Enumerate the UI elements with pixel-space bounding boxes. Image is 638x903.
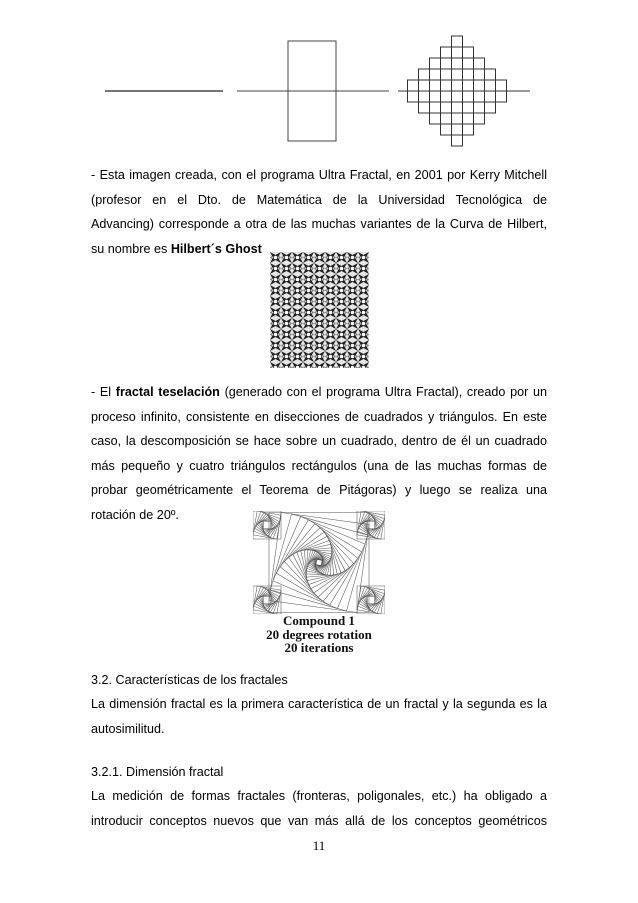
text-line: La medición de formas fractales (fronteras, poligonales, etc.) ha obligado a [91, 789, 547, 803]
paragraph-section-3-2-1 [91, 784, 547, 833]
text-line: probar geométricamente el Teorema de Pitágoras) y luego se realiza una [91, 483, 547, 497]
bold-term-fractal-teselacion: fractal teselación [115, 385, 220, 399]
text-line: autosimilitud. [91, 721, 165, 736]
text-line: - Esta imagen creada, con el programa Ultra Fractal, en 2001 por Kerry Mitchell [91, 168, 547, 182]
caption-line: 20 degrees rotation [266, 626, 372, 642]
subsection-heading: 3.2.1. Dimensión fractal [91, 765, 224, 779]
text-span: (generado con el programa Ultra Fractal), creado por un [219, 385, 547, 399]
text-line: Advancing) corresponde a otra de las muchas variantes de la Curva de Hilbert, [91, 217, 547, 231]
paragraph-fractal-teselacion [91, 380, 547, 527]
hilbert-ghost-stage-rect-icon [237, 41, 389, 141]
caption-line: Compound 1 [283, 613, 355, 628]
bold-term-hilbert-ghost: Hilbert´s Ghost [170, 241, 262, 256]
text-line: (profesor en el Dto. de Matemática de la Universidad Tecnológica de [91, 192, 547, 207]
paragraph-section-3-2 [91, 692, 547, 741]
hilbert-ghost-stages-figure [95, 15, 540, 155]
text-line: La dimensión fractal es la primera característica de un fractal y la segunda es la [91, 697, 547, 711]
text-line: más pequeño y cuatro triángulos rectángulos (una de las muchas formas de [91, 458, 547, 473]
paragraph-hilbert-ghost [91, 163, 547, 261]
text-line [91, 380, 547, 405]
text-line: caso, la descomposición se hace sobre un cuadrado, dentro de él un cuadrado [91, 434, 547, 448]
text-span: su nombre es [91, 241, 171, 256]
text-line: introducir conceptos nuevos que van más allá de los conceptos geométricos [91, 813, 547, 828]
text-line: rotación de 20º. [91, 507, 179, 522]
text-span: - El [91, 385, 116, 399]
tessellation-fractal-image [270, 252, 369, 368]
text-line: proceso infinito, consistente en disecciones de cuadrados y triángulos. En este [91, 409, 547, 424]
hilbert-ghost-stage-grid-icon [398, 36, 530, 146]
rotating-squares-fractal-image [253, 511, 385, 614]
caption-line: 20 iterations [284, 640, 354, 655]
page-number: 11 [312, 838, 326, 853]
figure-caption [240, 614, 398, 655]
section-heading: 3.2. Características de los fractales [91, 673, 288, 687]
